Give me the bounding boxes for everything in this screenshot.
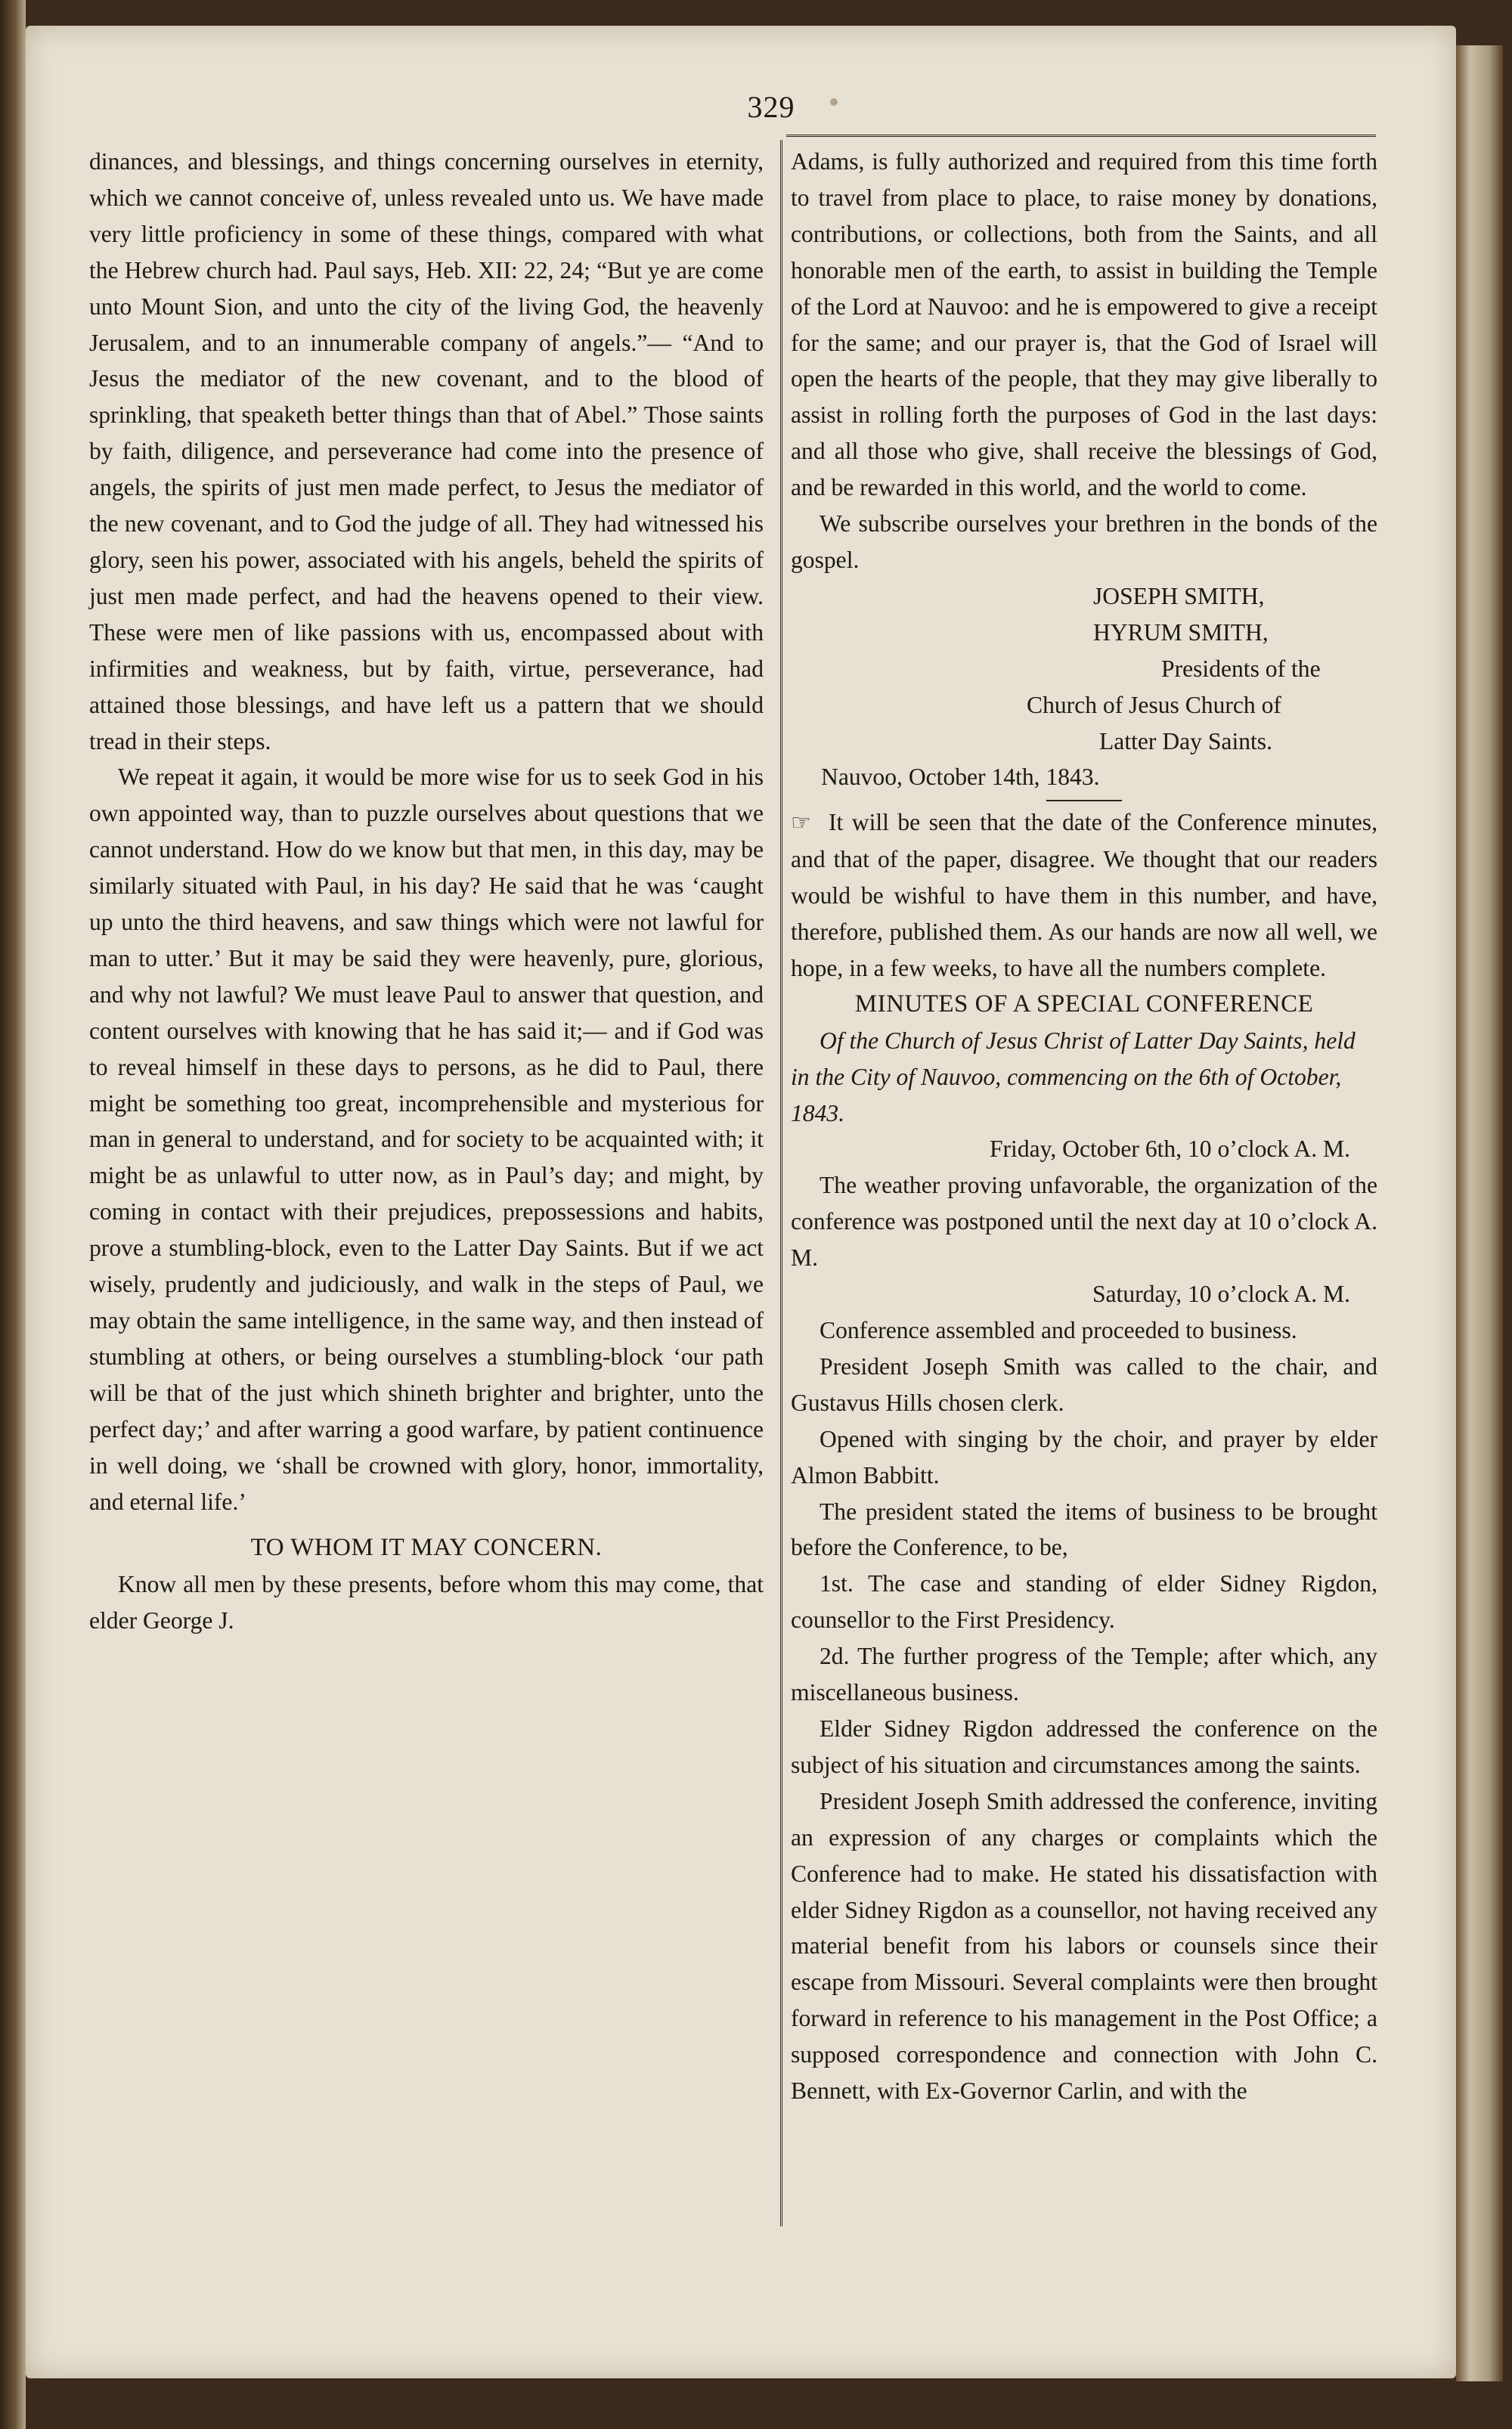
signature-church: Church of Jesus Church of: [1027, 691, 1281, 718]
column-divider: [780, 140, 782, 2226]
minutes-paragraph: Opened with singing by the choir, and prayer by elder Almon Babbitt.: [791, 1425, 1377, 1489]
minutes-item: 1st. The case and standing of elder Sidney Rigdon, counsellor to the First Presidency.: [791, 1570, 1377, 1634]
minutes-paragraph: Elder Sidney Rigdon addressed the conference on the subject of his situation and circumstances among the saints.: [791, 1715, 1377, 1778]
facing-page-edge: [1456, 45, 1503, 2381]
editor-note: [791, 804, 1377, 987]
minutes-paragraph: President Joseph Smith addressed the conference, inviting an expression of any charges or complaints which the Conference had to make. He stated his dissatisfaction with elder Sidney Rigdon as a counsellor, not having received any material benefit from his labors or counsels since their escape from Missouri. Several complaints were then brought forward in reference to his management in the Post Office; a supposed correspondence and connection with John C. Bennett, with Ex-Governor Carlin, and with the: [791, 1787, 1377, 2105]
article-paragraph: dinances, and blessings, and things concerning ourselves in eternity, which we cannot conceive of, unless revealed unto us. We have made very little proficiency in some of these things, compared with what the Hebrew church had. Paul says, Heb. XII: 22, 24; “But ye are come unto Mount Sion, and unto the city of the living God, the heavenly Jerusalem, and to an innumerable company of angels.”— “And to Jesus the mediator of the new covenant, and to the blood of sprinkling, that speaketh better things than that of Abel.” Those saints by faith, diligence, and perseverance had come into the presence of angels, the spirits of just men made perfect, to Jesus the mediator of the new covenant, and to God the judge of all. They had witnessed his glory, seen his power, associated with his angels, beheld the spirits of just men made perfect, and had the heavens opened to their view. These were men of like passions with us, encompassed about with infirmities and weakness, but by faith, virtue, perseverance, had attained those blessings, and have left us a pattern that we should tread in their steps.: [89, 148, 764, 754]
minutes-heading: MINUTES OF A SPECIAL CONFERENCE: [854, 990, 1314, 1018]
signature-name: JOSEPH SMITH,: [1093, 582, 1265, 609]
minutes-paragraph: The weather proving unfavorable, the organization of the conference was postponed until the next day at 10 o’clock A. M.: [791, 1172, 1377, 1272]
signature-lds: Latter Day Saints.: [1099, 727, 1272, 754]
editor-note-text: It will be seen that the date of the Conference minutes, and that of the paper, disagree. We thought that our readers would be wishful to have them in this number, and have, therefore, published them. As our hands are now all well, we hope, in a few weeks, to have all the numbers complete.: [791, 809, 1377, 981]
right-column: [791, 144, 1377, 2109]
date-saturday: Saturday, 10 o’clock A. M.: [1092, 1281, 1350, 1308]
signature-name: HYRUM SMITH,: [1093, 618, 1269, 646]
section-rule: [1046, 800, 1122, 801]
notice-paragraph-start: Know all men by these presents, before whom this may come, that elder George J.: [89, 1571, 764, 1634]
article-paragraph: We repeat it again, it would be more wise for us to seek God in his own appointed way, than to puzzle ourselves about questions that we cannot understand. How do we know but that men, in this day, may be similarly situated with Paul, in his day? He said that he was ‘caught up unto the third heavens, and saw things which were not lawful for man to utter.’ But it may be said they were heavenly, pure, glorious, and why not lawful? We must leave Paul to answer that question, and content ourselves with knowing that he has said it;— and if God was to reveal himself in these days to persons, as he did to Paul, there might be something too great, incomprehensible and mysterious for man in general to understand, and for society to be acquainted with; it might be as unlawful to utter now, as in Paul’s day; and might, by coming in contact with their prejudices, prepossessions and habits, prove a stumbling-block, even to the Latter Day Saints. But if we act wisely, prudently and judiciously, and walk in the steps of Paul, we may obtain the same intelligence, in the same way, and then instead of stumbling at others, or being ourselves a stumbling-block ‘our path will be that of the just which shineth brighter and brighter, unto the perfect day;’ and after warring a good warfare, by patient continuence in well doing, we ‘shall be crowned with glory, honor, immortality, and eternal life.’: [89, 764, 764, 1515]
page-number: 329: [747, 90, 795, 124]
minutes-paragraph: Conference assembled and proceeded to business.: [820, 1317, 1297, 1343]
minutes-item: 2d. The further progress of the Temple; after which, any miscellaneous business.: [791, 1643, 1377, 1706]
subscribe-line: We subscribe ourselves your brethren in the bonds of the gospel.: [791, 510, 1377, 573]
signature-date: Nauvoo, October 14th, 1843.: [821, 764, 1100, 791]
date-friday: Friday, October 6th, 10 o’clock A. M.: [989, 1135, 1350, 1163]
notice-heading: TO WHOM IT MAY CONCERN.: [250, 1534, 603, 1562]
ink-spot: [830, 98, 838, 106]
minutes-subhead: Of the Church of Jesus Christ of Latter Day Saints, held in the City of Nauvoo, commencing on the 6th of October, 1843.: [791, 1027, 1356, 1126]
header-rule: [786, 135, 1376, 137]
book-spine-edge: [0, 0, 26, 2429]
signature-title: Presidents of the: [1161, 655, 1321, 682]
notice-paragraph-cont: Adams, is fully authorized and required from this time forth to travel from place to place, to raise money by donations, contributions, or collections, both from the Saints, and all honorable men of the earth, to assist in building the Temple of the Lord at Nauvoo: and he is empowered to give a receipt for the same; and our prayer is, that the God of Israel will open the hearts of the people, that they may give liberally to assist in rolling forth the purposes of God in the last days: and all those who give, shall receive the blessings of God, and be rewarded in this world, and the world to come.: [791, 148, 1377, 501]
minutes-paragraph: President Joseph Smith was called to the chair, and Gustavus Hills chosen clerk.: [791, 1352, 1377, 1416]
pointing-hand-icon: ☞: [791, 810, 811, 836]
left-column: [89, 144, 764, 1639]
minutes-paragraph: The president stated the items of business to be brought before the Conference, to be,: [791, 1498, 1377, 1561]
